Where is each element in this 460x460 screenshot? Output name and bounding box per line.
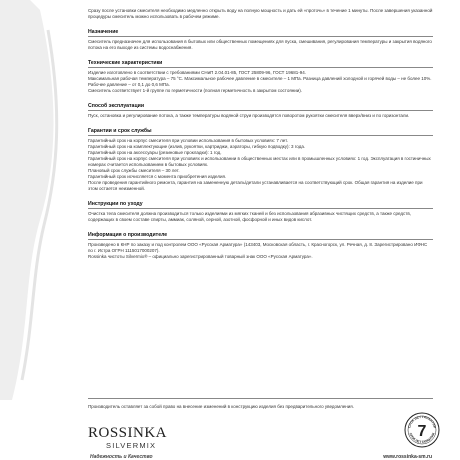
paragraph: Гарантийный срок на корпус смесителя при условии использования в бытовых условиях: 7 лет.: [88, 138, 288, 143]
footer: [0, 410, 460, 460]
paragraph: Гарантийный срок на комплектующие (излив, рукоятки, картриджи, аэраторы, гибкую подводку): 3 года.: [88, 144, 306, 149]
section-divider: [88, 110, 433, 111]
section-body: [88, 113, 433, 119]
section-specs: [88, 60, 433, 94]
paragraph: Пуск, остановка и регулирование потока, а также температуры водяной струи производятся поворотом рукоятки смесителя вверх/вниз и по горизонтали.: [88, 113, 410, 118]
disclaimer-divider: [88, 398, 433, 399]
paragraph: Максимальная рабочая температура – 75 °С. Максимальное рабочее давление в смесителе – 1 МПа. Разница давлений холодной и горячей воды – не более 10%. Рабочее давление – от 0,1 до 0,6 МПа.: [88, 76, 432, 87]
section-body: [88, 211, 433, 223]
paragraph: Гарантийный срок исчисляется с момента приобретения изделия.: [88, 174, 227, 179]
decorative-swoosh: [0, 0, 70, 460]
warranty-seal-icon: [404, 412, 440, 448]
intro-text: Сразу после установки смесителя необходимо медленно открыть воду на полную мощность и дать ей «проточь» в течение 1 минуты. После завершения указанной процедуры смеситель можно использовать в рабочем режиме.: [88, 8, 433, 19]
paragraph: Гарантийный срок на аксессуары (резиновые прокладки): 1 год.: [88, 150, 222, 155]
seal-top-text: СРОК ЛЕТ ГАРАНТИИ: [407, 414, 437, 429]
section-purpose: [88, 29, 433, 51]
section-usage: [88, 103, 433, 119]
brand-logo: [88, 426, 178, 450]
seal-bottom-text: СРОК ЛЕТ ГАРАНТИИ: [408, 432, 436, 445]
paragraph: Произведено в КНР по заказу и под контролем ООО «Русская Арматура» (143403, Московская область, г. Красногорск, ул. Речная, д. 8. Зарегистрировано ИФНС по г. Истра ОГРН 1115017000207).: [88, 242, 428, 253]
section-body: [88, 242, 433, 260]
section-divider: [88, 36, 433, 37]
section-divider: [88, 208, 433, 209]
section-title: Гарантии и срок службы: [88, 128, 152, 134]
section-divider: [88, 135, 433, 136]
section-body: [88, 70, 433, 94]
seal-number: 7: [417, 423, 427, 440]
logo-wordmark: ROSSINKA: [88, 425, 168, 441]
paragraph: Смеситель соответствует 1-й группе по герметичности (полная герметичность в закрытом состоянии).: [88, 88, 303, 93]
website-link[interactable]: www.rossinka-sm.ru: [383, 454, 432, 460]
paragraph: После проведения гарантийного ремонта, гарантия на замененную деталь/детали устанавливается на соответствующий срок. Общая гарантия на изделие при этом остается неизменной.: [88, 180, 423, 191]
brand-tagline: Надежность и Качество: [90, 454, 153, 460]
disclaimer-text: Производитель оставляет за собой право на внесение изменений в конструкцию изделия без предварительного уведомления.: [88, 404, 354, 409]
instruction-content: [88, 8, 433, 260]
section-body: [88, 39, 433, 51]
section-body: [88, 138, 433, 192]
paragraph: Очистка тела смесителя должна производиться только изделиями из мягких тканей и без использования абразивных чистящих средств, а также средств, содержащих в своем составе спирты, аммиак, соляной, серной, азотной, фосфорной и иных видов кислот.: [88, 211, 411, 222]
section-title: Назначение: [88, 29, 119, 35]
paragraph: Rossinka чистоты Silvermix® – официально зарегистрированный товарный знак ООО «Русская Арматура».: [88, 254, 313, 259]
section-care: [88, 201, 433, 223]
logo-subbrand: SILVERMIX: [106, 441, 157, 450]
paragraph: Плановый срок службы смесителя – 30 лет.: [88, 168, 180, 173]
section-title: Информация о производителе: [88, 232, 168, 238]
section-divider: [88, 67, 433, 68]
section-manufacturer: [88, 232, 433, 260]
section-warranty: [88, 128, 433, 192]
paragraph: Смеситель предназначен для использования в бытовых или общественных помещениях для пуска, смешивания, регулирования температуры и закрытия водяного потока на его выходе из системы водоснабжения.: [88, 39, 432, 50]
paragraph: Изделие изготовлено в соответствии с требованиями СНиП 2.04.01-85, ГОСТ 25809-96, ГОСТ 19681-94.: [88, 70, 306, 75]
section-title: Технические характеристики: [88, 60, 163, 66]
section-divider: [88, 239, 433, 240]
section-title: Способ эксплуатации: [88, 103, 145, 109]
section-title: Инструкции по уходу: [88, 201, 143, 207]
paragraph: Гарантийный срок на корпус смесителя при условиях и использовании в общественных местах или в промышленных условиях: 1 год. Эксплуатация в гостиничных номерах считается использованием в бытовых условиях.: [88, 156, 431, 167]
